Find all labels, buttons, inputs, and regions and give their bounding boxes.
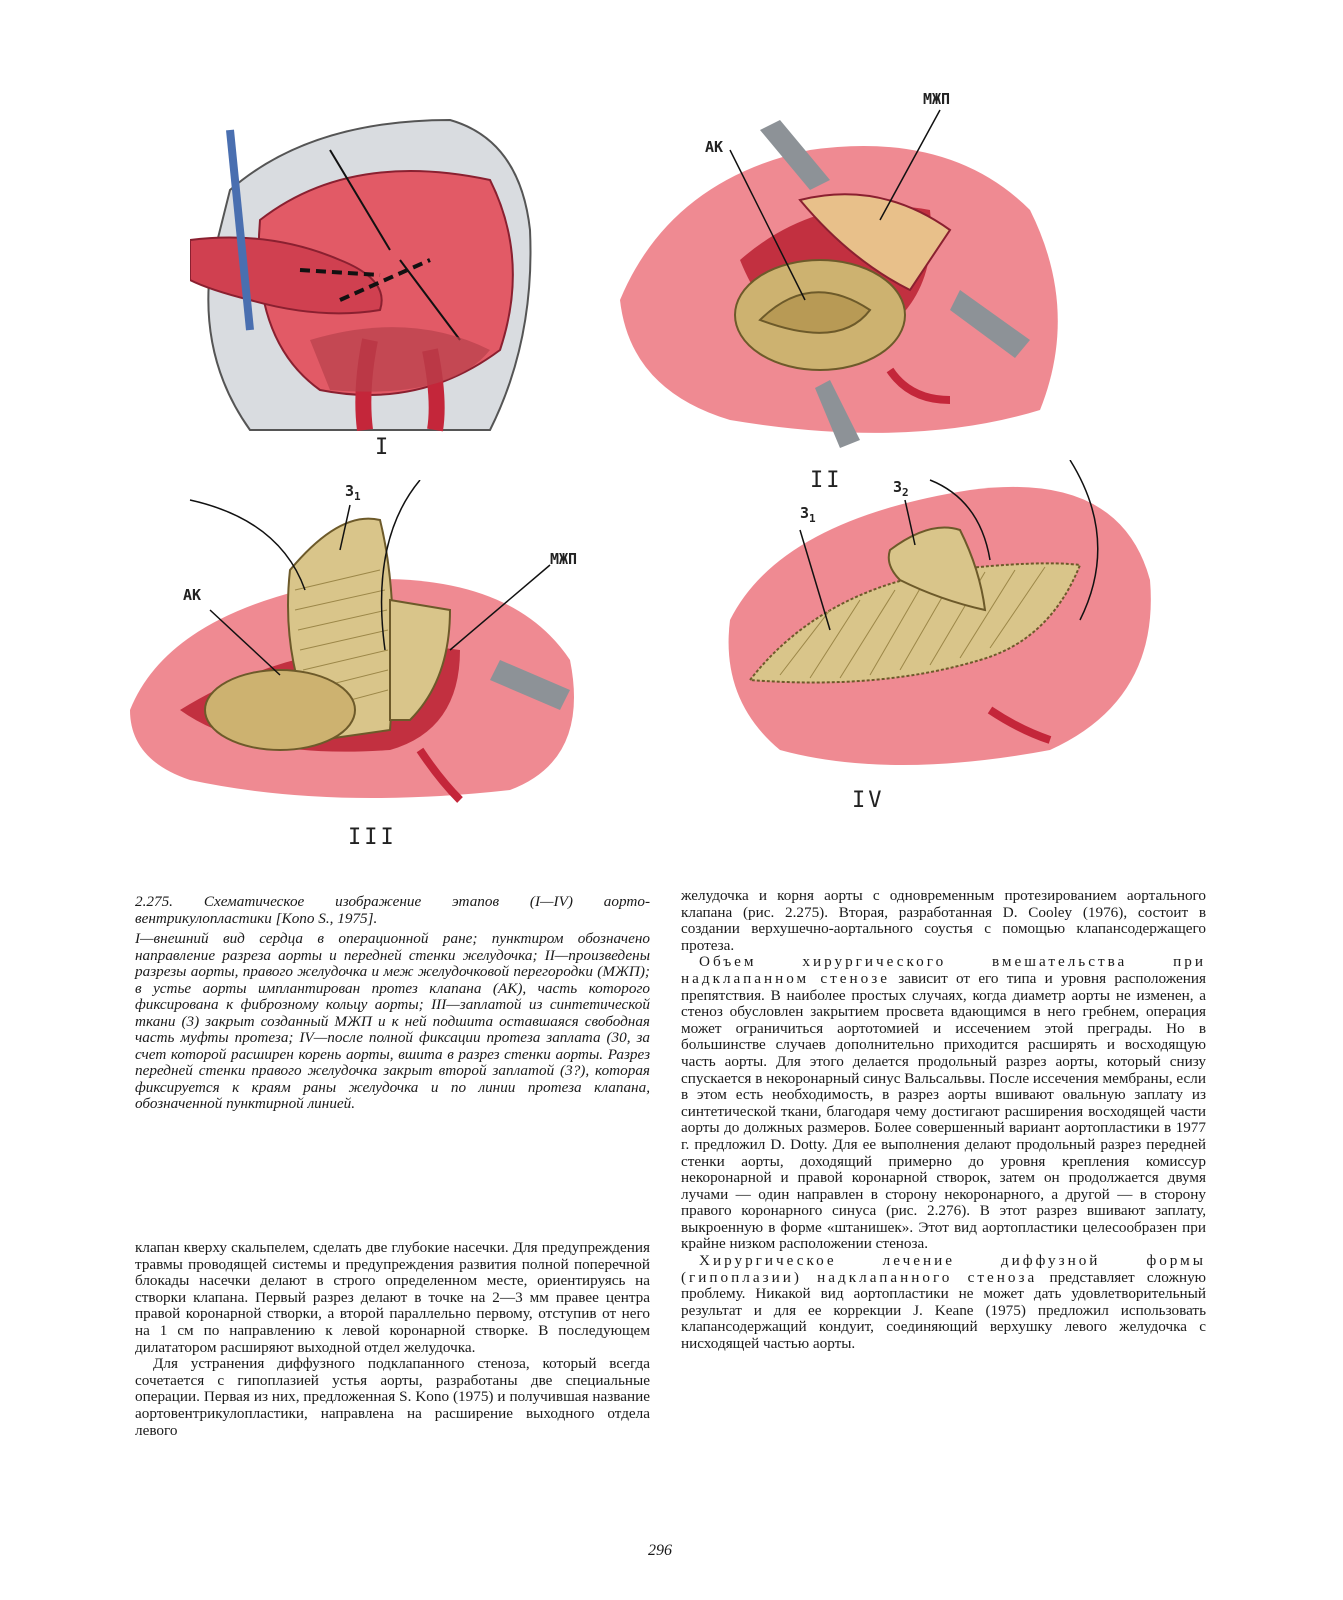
panel-iv-illustration — [720, 460, 1160, 813]
panel-iv-numeral: IV — [852, 788, 885, 813]
panel-iii-illustration — [130, 480, 610, 850]
caption-body: I—внешний вид сердца в операционной ране; пунктиром обозначено направление разреза аорты и передней стенки желудочка; II—произведены разрезы аорты, правого желудочка и меж желудочковой перегородки (МЖП); в устье аорты имплантирован протез клапана (АК), часть которого фиксирована к фиброзному кольцу аорты; III—заплатой из синтетической ткани (3) закрыт созданный МЖП и к ней подшита оставшаяся свободная часть муфты протеза; IV—после полной фиксации протеза заплата (30, за счет которой расширен корень аорты, вшита в разрез стенки аорты. Разрез передней стенки правого желудочка закрыт второй заплатой (3?), которая фиксируется к краям раны желудочка и по линии протеза клапана, обозначенной пунктирной линией. — [135, 930, 650, 1112]
left-paragraph-1: клапан кверху скальпелем, сделать две глубокие насечки. Для предупреждения травмы проводящей системы и предупреждения развития полной поперечной блокады насечки делают в строго определенном месте, ориентируясь на створки клапана. Первый разрез делают в точке на 2—3 мм правее центра правой коронарной створки, а второй параллельно первому, отступив от него на 1 см по направлению к левой коронарной створке. В последующем дилататором расширяют выходной отдел желудочка. — [135, 1239, 650, 1356]
page-number: 296 — [648, 1542, 672, 1559]
right-paragraph-2-text: зависит от его типа и уровня расположения препятствия. В наиболее простых случаях, когда диаметр аорты не изменен, а стеноз обусловлен закрытием просвета вдающимся в него гребнем, операция может ограничиться аортотомией и иссечением этой преграды. Но в большинстве случаев дополнительно приходится расширять и восходящую часть аорты. Для этого делается продольный разрез аорты, который снизу спускается в некоронарный синус Вальсальвы. После иссечения мембраны, если в этом есть необходимость, в разрез аорты вшивают овальную заплату из синтетической ткани, благодаря чему достигают расширения восходящей части аорты до должных размеров. Более совершенный вариант аортопластики в 1977 г. предложил D. Dotty. Для ее выполнения делают продольный разрез передней стенки аорты, доходящий примерно до уровня крепления комиссур некоронарной и правой коронарной створок, затем он продолжается двумя лучами — один направлен в сторону некоронарного, а другой — в сторону правого коронарного синуса (рис. 2.276). В этот разрез вшивают заплату, выкроенную в форме «штанишек». Этот вид аортопластики целесообразен при крайне низком расположении стеноза. — [681, 969, 1206, 1253]
panel-iii-label-ak: АК — [183, 586, 202, 604]
panel-ii-label-mzhp: МЖП — [923, 90, 951, 108]
second-patch-illustration — [720, 460, 1160, 780]
right-paragraph-3-emphasis: Хирургическое лечение диффузной формы (гипоплазии) надклапанного стеноза — [681, 1252, 1206, 1286]
panel-iv-label-z2: $3_2$ — [893, 478, 909, 499]
panel-i-illustration — [190, 110, 550, 460]
right-paragraph-2-emphasis: Объем хирургического вмешательства при надклапанном стенозе — [681, 953, 1206, 987]
panel-i-numeral: I — [375, 435, 392, 460]
right-paragraph-2 — [681, 954, 1206, 1253]
left-column — [135, 1240, 650, 1439]
right-column — [681, 888, 1206, 1353]
panel-iii-label-mzhp: МЖП — [550, 550, 578, 568]
figure-caption — [135, 894, 650, 1117]
panel-iv-label-z1: $3_1$ — [800, 504, 816, 525]
panel-iii-label-z1: $3_1$ — [345, 482, 361, 503]
patch-closure-illustration — [130, 480, 610, 820]
right-paragraph-3 — [681, 1253, 1206, 1353]
left-paragraph-2: Для устранения диффузного подклапанного стеноза, который всегда сочетается с гипоплазией устья аорты, разработаны две специальные операции. Первая из них, предложенная S. Kono (1975) и получившая название аортовентрикулопластики, направлена на расширение выходного отдела левого — [135, 1355, 650, 1439]
caption-title: 2.275. Схематическое изображение этапов (I—IV) аорто-вентрикулопластики [Kono S., 1975]. — [135, 893, 650, 927]
aortic-valve-incision-illustration — [610, 90, 1080, 450]
heart-exterior-illustration — [190, 110, 550, 440]
right-paragraph-3-text: представляет сложную проблему. Никакой вид аортопластики не может дать удовлетворительный результат и для ее коррекции J. Keane (1975) предложил использовать клапансодержащий кондуит, соединяющий верхушку левого желудочка с нисходящей частью аорты. — [681, 1268, 1207, 1353]
panel-iii-numeral: III — [348, 825, 397, 850]
panel-ii-label-ak: АК — [705, 138, 724, 156]
right-paragraph-1: желудочка и корня аорты с одновременным протезированием аортального клапана (рис. 2.275). Вторая, разработанная D. Cooley (1976), состоит в создании верхушечно-аортального соустья с помощью клапансодержащего протеза. — [681, 887, 1206, 954]
panel-ii-numeral: II — [810, 468, 843, 493]
